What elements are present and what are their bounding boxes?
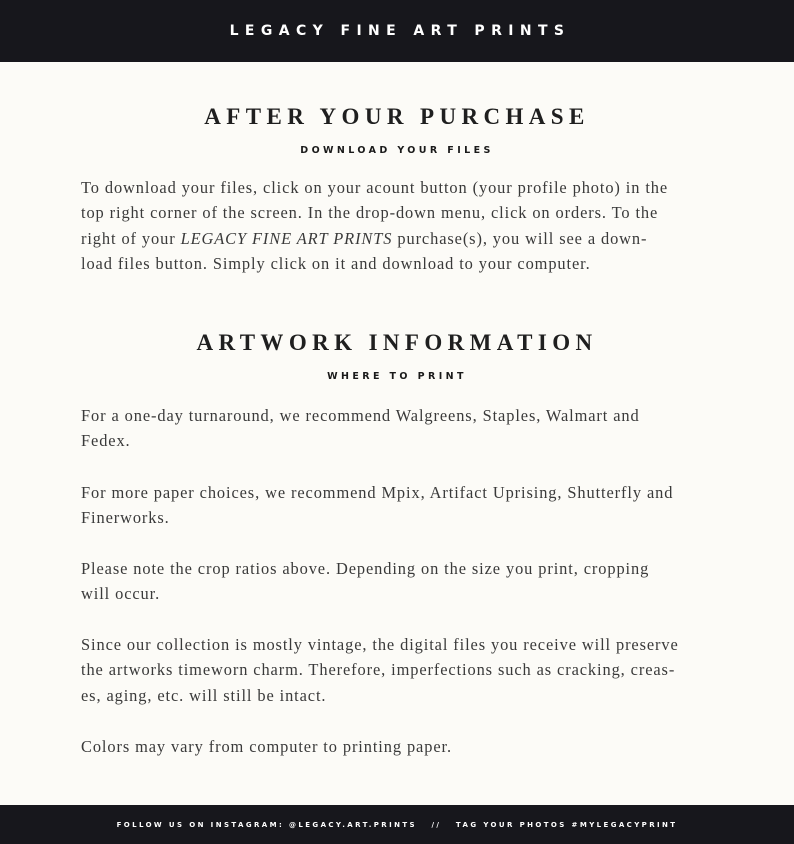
download-line-3c: purchase(s), you will see a down- (392, 228, 648, 248)
paragraph-line: For more paper choices, we recommend Mpix, Artifact Uprising, Shutterfly and (81, 483, 674, 502)
colors-paragraph (81, 734, 721, 759)
download-line-4: load files button. Simply click on it and download to your computer. (81, 253, 591, 273)
turnaround-paragraph (81, 403, 721, 454)
where-to-print-subheading: WHERE TO PRINT (327, 371, 467, 382)
paragraph-line: Since our collection is mostly vintage, the digital files you receive will preserve (81, 635, 679, 654)
paragraph-line: will occur. (81, 584, 161, 604)
download-instructions (81, 175, 721, 276)
paragraph-line: the artworks timeworn charm. Therefore, imperfections such as cracking, creas- (81, 660, 676, 680)
footer-bar (0, 805, 794, 844)
after-purchase-heading: AFTER YOUR PURCHASE (204, 104, 590, 129)
download-line-1: To download your files, click on your acount button (your profile photo) in the (81, 178, 669, 197)
brand-name-inline: LEGACY FINE ART PRINTS (180, 228, 393, 248)
download-line-3a: right of your (81, 228, 181, 248)
download-files-subheading: DOWNLOAD YOUR FILES (300, 145, 494, 156)
header-bar (0, 0, 794, 62)
paragraph-line: Colors may vary from computer to printing paper. (81, 737, 452, 756)
paragraph-line: Finerworks. (81, 508, 170, 528)
download-line-3 (81, 226, 721, 251)
paper-choices-paragraph (81, 480, 721, 531)
footer-social-text: FOLLOW US ON INSTAGRAM: @LEGACY.ART.PRINTS // TAG YOUR PHOTOS #MYLEGACYPRINT (116, 820, 678, 829)
paragraph-line: Please note the crop ratios above. Depending on the size you print, cropping (81, 559, 650, 578)
vintage-paragraph (81, 632, 721, 708)
crop-ratios-paragraph (81, 556, 721, 607)
paragraph-line: es, aging, etc. will still be intact. (81, 685, 327, 705)
paragraph-line: Fedex. (81, 431, 131, 451)
artwork-information-heading: ARTWORK INFORMATION (196, 330, 598, 355)
brand-title: LEGACY FINE ART PRINTS (229, 23, 571, 39)
paragraph-line: For a one-day turnaround, we recommend Walgreens, Staples, Walmart and (81, 406, 640, 425)
download-line-2: top right corner of the screen. In the drop-down menu, click on orders. To the (81, 203, 659, 223)
